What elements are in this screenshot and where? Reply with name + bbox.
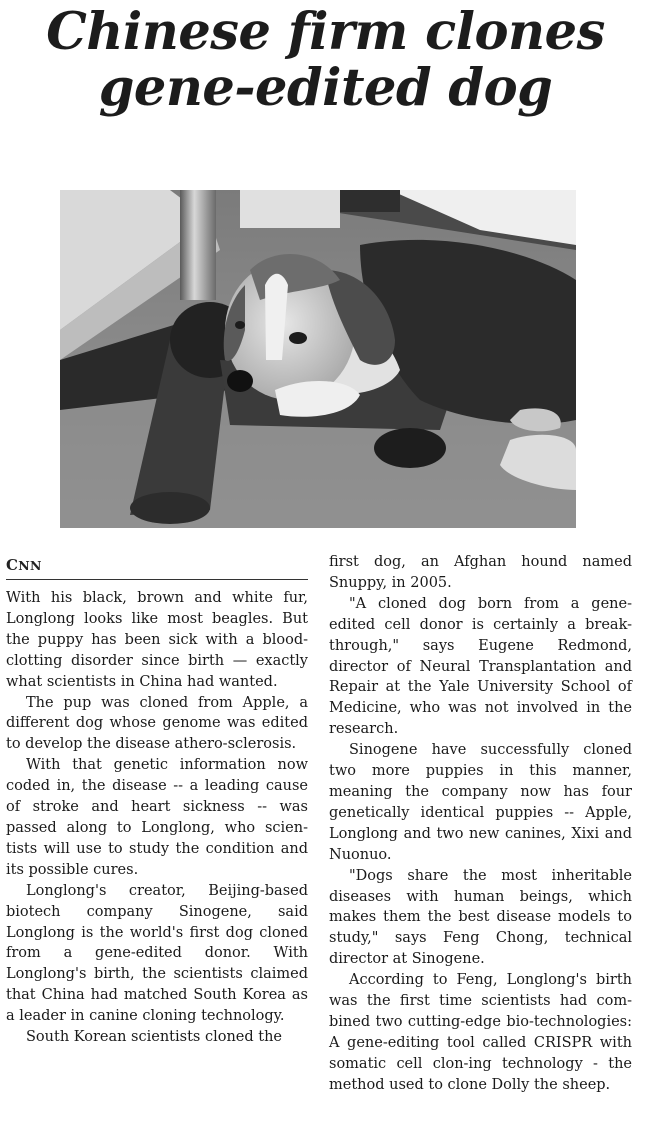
right-column [329,552,632,1096]
headline-line-1: Chinese firm clones [46,2,605,62]
byline [6,556,308,580]
photo-illustration [60,190,576,528]
headline-line-2: gene-edited dog [98,58,553,118]
paragraph: The pup was cloned from Apple, a different dog whose genome was edited to develop the disease athero-sclerosis. [6,694,308,753]
paragraph: With that genetic information now coded in, the disease -- a leading cause of stroke and heart sickness -- was passed along to Longlong, who scien-tists will use to study the condition and its possible cures. [6,757,308,878]
paragraph: first dog, an Afghan hound named Snuppy, in 2005. [329,554,632,591]
byline-initial: C [6,556,19,574]
left-column [6,588,308,1048]
headline [0,4,651,116]
paragraph: "A cloned dog born from a gene-edited cell donor is certainly a break-through," says Eugene Redmond, director of Neural Transplantation and Repair at the Yale University School of Medicine, who was not involved in the research. [329,595,632,738]
paragraph: "Dogs share the most inheritable diseases with human beings, which makes them the best disease models to study," says Feng Chong, technical director at Sinogene. [329,867,632,968]
paragraph: Longlong's creator, Beijing-based biotech company Sinogene, said Longlong is the world's first dog cloned from a gene-edited donor. With Longlong's birth, the scientists claimed that China had matched South Korea as a leader in canine cloning technology. [6,882,308,1025]
paragraph: South Korean scientists cloned the [26,1029,283,1046]
paragraph: With his black, brown and white fur, Longlong looks like most beagles. But the puppy has been sick with a blood-clotting disorder since birth — exactly what scientists in China had wanted. [6,590,308,690]
beagle-puppy-photo [60,190,576,528]
byline-rest: NN [18,558,42,573]
paragraph: Sinogene have successfully cloned two more puppies in this manner, meaning the company now has four genetically identical puppies -- Apple, Longlong and two new canines, Xixi and Nuonuo. [329,742,632,863]
paragraph: According to Feng, Longlong's birth was the first time scientists had com-bined two cutting-edge bio-technologies: A gene-editing tool called CRISPR with somatic cell clon-ing technology - the method used to clone Dolly the sheep. [329,972,632,1093]
